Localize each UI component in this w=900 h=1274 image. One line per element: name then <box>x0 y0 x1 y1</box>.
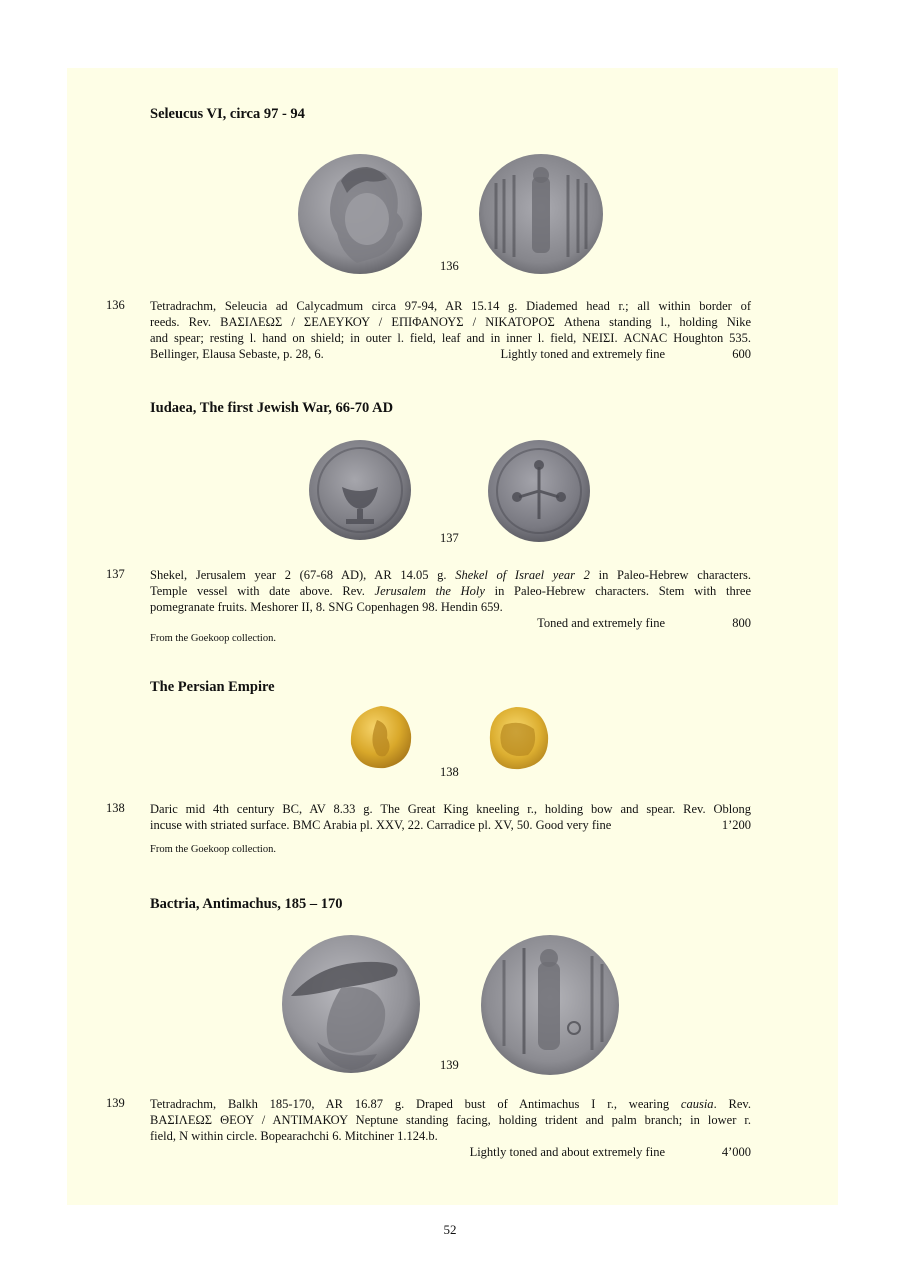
lot-number-137: 137 <box>106 567 125 581</box>
desc-line: field, N within circle. Bopearachchi 6. Mitchiner 1.124.b. <box>150 1129 438 1143</box>
coin-137-obverse-image <box>308 439 412 541</box>
provenance-137: From the Goekoop collection. <box>150 633 276 644</box>
coin-139-obverse-image <box>281 934 421 1074</box>
coin-138-obverse-image <box>347 704 415 772</box>
coin-label-137: 137 <box>440 531 459 545</box>
desc-line: Tetradrachm, Balkh 185-170, AR 16.87 g. Draped bust of Antimachus I r., wearing causia. Rev. <box>150 1097 751 1111</box>
grade-136: Lightly toned and extremely fine <box>500 347 665 361</box>
desc-line: pomegranate fruits. Meshorer II, 8. SNG Copenhagen 98. Hendin 659. <box>150 600 503 614</box>
section-heading-iudaea: Iudaea, The first Jewish War, 66-70 AD <box>150 400 394 416</box>
coin-137-reverse-image <box>487 439 591 543</box>
page-number: 52 <box>443 1222 457 1237</box>
desc-line: Bellinger, Elausa Sebaste, p. 28, 6. <box>150 347 324 361</box>
desc-line: Daric mid 4th century BC, AV 8.33 g. The Great King kneeling r., holding bow and spear. Rev. Oblong <box>150 802 751 816</box>
desc-line: ΒΑΣΙΛΕΩΣ ΘΕΟΥ / ΑΝΤΙΜΑΚΟΥ Neptune standing facing, holding trident and palm branch; in lower r. <box>150 1113 751 1127</box>
coin-label-136: 136 <box>440 259 459 273</box>
coin-label-139: 139 <box>440 1058 459 1072</box>
desc-line: Tetradrachm, Seleucia ad Calycadmum circa 97-94, AR 15.14 g. Diademed head r.; all within border of <box>150 299 751 313</box>
desc-line: Temple vessel with date above. Rev. Jerusalem the Holy in Paleo-Hebrew characters. Stem with three <box>150 584 751 598</box>
price-138: 1’200 <box>721 818 751 832</box>
provenance-138: From the Goekoop collection. <box>150 844 276 855</box>
coin-138-reverse-image <box>486 705 552 773</box>
lot-number-136: 136 <box>106 298 125 312</box>
lot-description-137 <box>150 567 751 615</box>
lot-description-139 <box>150 1096 751 1144</box>
coin-136-obverse-image <box>297 153 424 275</box>
lot-number-138: 138 <box>106 801 125 815</box>
desc-line: and spear; resting l. hand on shield; in outer l. field, leaf and in inner l. field, ΝΕΙΣΙ. ACNAC Houghton 535. <box>150 331 751 345</box>
price-136: 600 <box>732 347 751 361</box>
price-137: 800 <box>732 616 751 630</box>
lot-description-138 <box>150 801 751 833</box>
section-heading-seleucus: Seleucus VI, circa 97 - 94 <box>150 106 305 122</box>
section-heading-bactria: Bactria, Antimachus, 185 – 170 <box>150 896 343 912</box>
desc-line: reeds. Rev. ΒΑΣΙΛΕΩΣ / ΣΕΛΕΥΚΟΥ / ΕΠΙΦΑΝΟΥΣ / ΝΙΚΑΤΟΡΟΣ Athena standing l., holding Nike <box>150 315 751 329</box>
grade-139: Lightly toned and about extremely fine <box>469 1145 665 1159</box>
grade-137: Toned and extremely fine <box>537 616 665 630</box>
coin-136-reverse-image <box>478 153 605 275</box>
desc-line: Shekel, Jerusalem year 2 (67-68 AD), AR 14.05 g. Shekel of Israel year 2 in Paleo-Hebrew characters. <box>150 568 751 582</box>
coin-139-reverse-image <box>480 934 620 1076</box>
coin-label-138: 138 <box>440 765 459 779</box>
price-139: 4’000 <box>721 1145 751 1159</box>
lot-number-139: 139 <box>106 1096 125 1110</box>
desc-line: incuse with striated surface. BMC Arabia pl. XXV, 22. Carradice pl. XV, 50. Good very fine <box>150 818 612 832</box>
section-heading-persian-empire: The Persian Empire <box>150 679 275 695</box>
